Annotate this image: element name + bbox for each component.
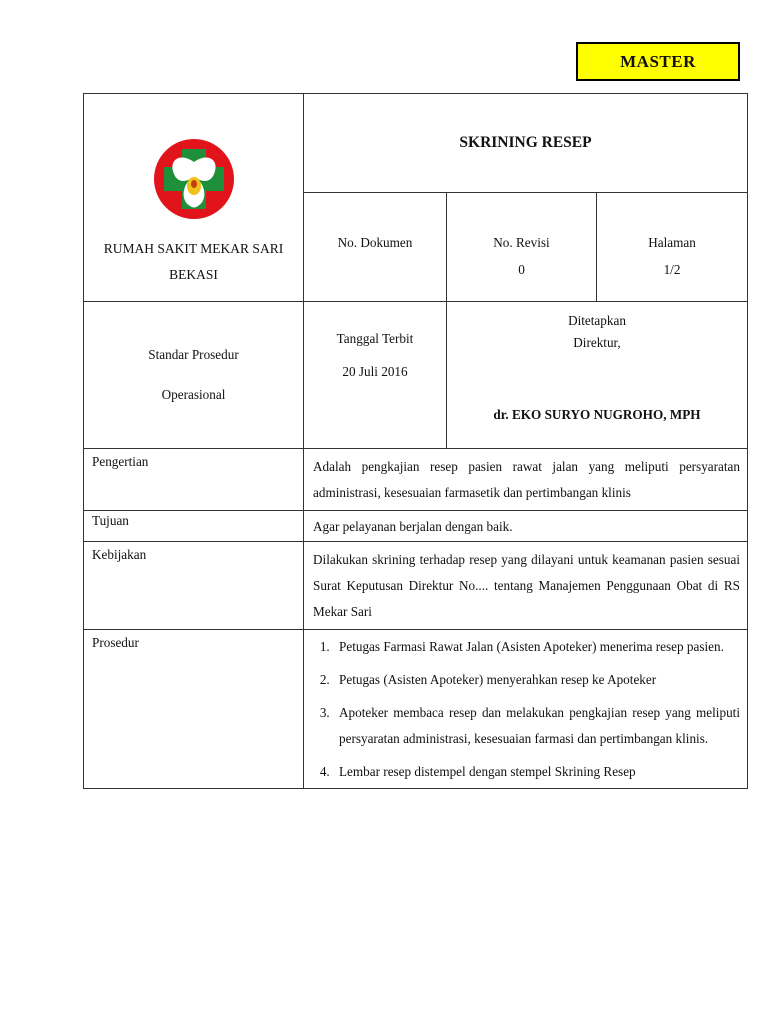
pengertian-label: Pengertian <box>84 449 304 511</box>
halaman-label: Halaman <box>648 235 696 250</box>
kebijakan-label: Kebijakan <box>84 542 304 630</box>
hospital-identity-cell <box>84 94 304 302</box>
prosedur-label: Prosedur <box>84 630 304 789</box>
ditetapkan-cell <box>447 302 748 449</box>
tanggal-terbit-cell <box>304 302 447 449</box>
tujuan-text: Agar pelayanan berjalan dengan baik. <box>304 511 748 542</box>
sop-label-line2: Operasional <box>161 387 226 402</box>
prosedur-list <box>313 634 740 785</box>
tanggal-terbit-label: Tanggal Terbit <box>336 331 414 346</box>
tanggal-terbit-value: 20 Juli 2016 <box>342 364 408 379</box>
direktur-label: Direktur, <box>573 335 621 350</box>
sop-label-line1: Standar Prosedur <box>148 347 239 362</box>
sop-label-cell <box>84 302 304 449</box>
kebijakan-text: Dilakukan skrining terhadap resep yang dilayani untuk keamanan pasien sesuai Surat Keputusan Direktur No.... tentang Manajemen Penggunaan Obat di RS Mekar Sari <box>304 542 748 630</box>
no-dokumen-cell <box>304 193 447 302</box>
prosedur-cell <box>304 630 748 789</box>
halaman-value: 1/2 <box>663 262 681 277</box>
document-title: SKRINING RESEP <box>304 94 748 193</box>
sop-table <box>83 93 748 789</box>
prosedur-step-3: 3. Apoteker membaca resep dan melakukan pengkajian resep yang meliputi persyaratan administrasi, kesesuaian farmasi dan pertimbangan klinis. <box>333 700 740 752</box>
no-revisi-cell <box>447 193 597 302</box>
ditetapkan-label: Ditetapkan <box>568 313 626 328</box>
no-revisi-value: 0 <box>518 262 525 277</box>
halaman-cell <box>597 193 748 302</box>
master-badge: MASTER <box>576 42 740 81</box>
prosedur-step-2: 2. Petugas (Asisten Apoteker) menyerahkan resep ke Apoteker <box>333 667 740 693</box>
hospital-name: RUMAH SAKIT MEKAR SARI BEKASI <box>103 241 284 282</box>
director-name: dr. EKO SURYO NUGROHO, MPH <box>493 407 701 422</box>
hospital-logo-icon <box>152 134 236 224</box>
prosedur-step-4: 4. Lembar resep distempel dengan stempel Skrining Resep <box>333 759 740 785</box>
pengertian-text: Adalah pengkajian resep pasien rawat jalan yang meliputi persyaratan administrasi, kesesuaian farmasetik dan pertimbangan klinis <box>304 449 748 511</box>
tujuan-label: Tujuan <box>84 511 304 542</box>
prosedur-step-1: 1. Petugas Farmasi Rawat Jalan (Asisten Apoteker) menerima resep pasien. <box>333 634 740 660</box>
no-dokumen-label: No. Dokumen <box>337 235 413 250</box>
no-revisi-label: No. Revisi <box>493 235 550 250</box>
